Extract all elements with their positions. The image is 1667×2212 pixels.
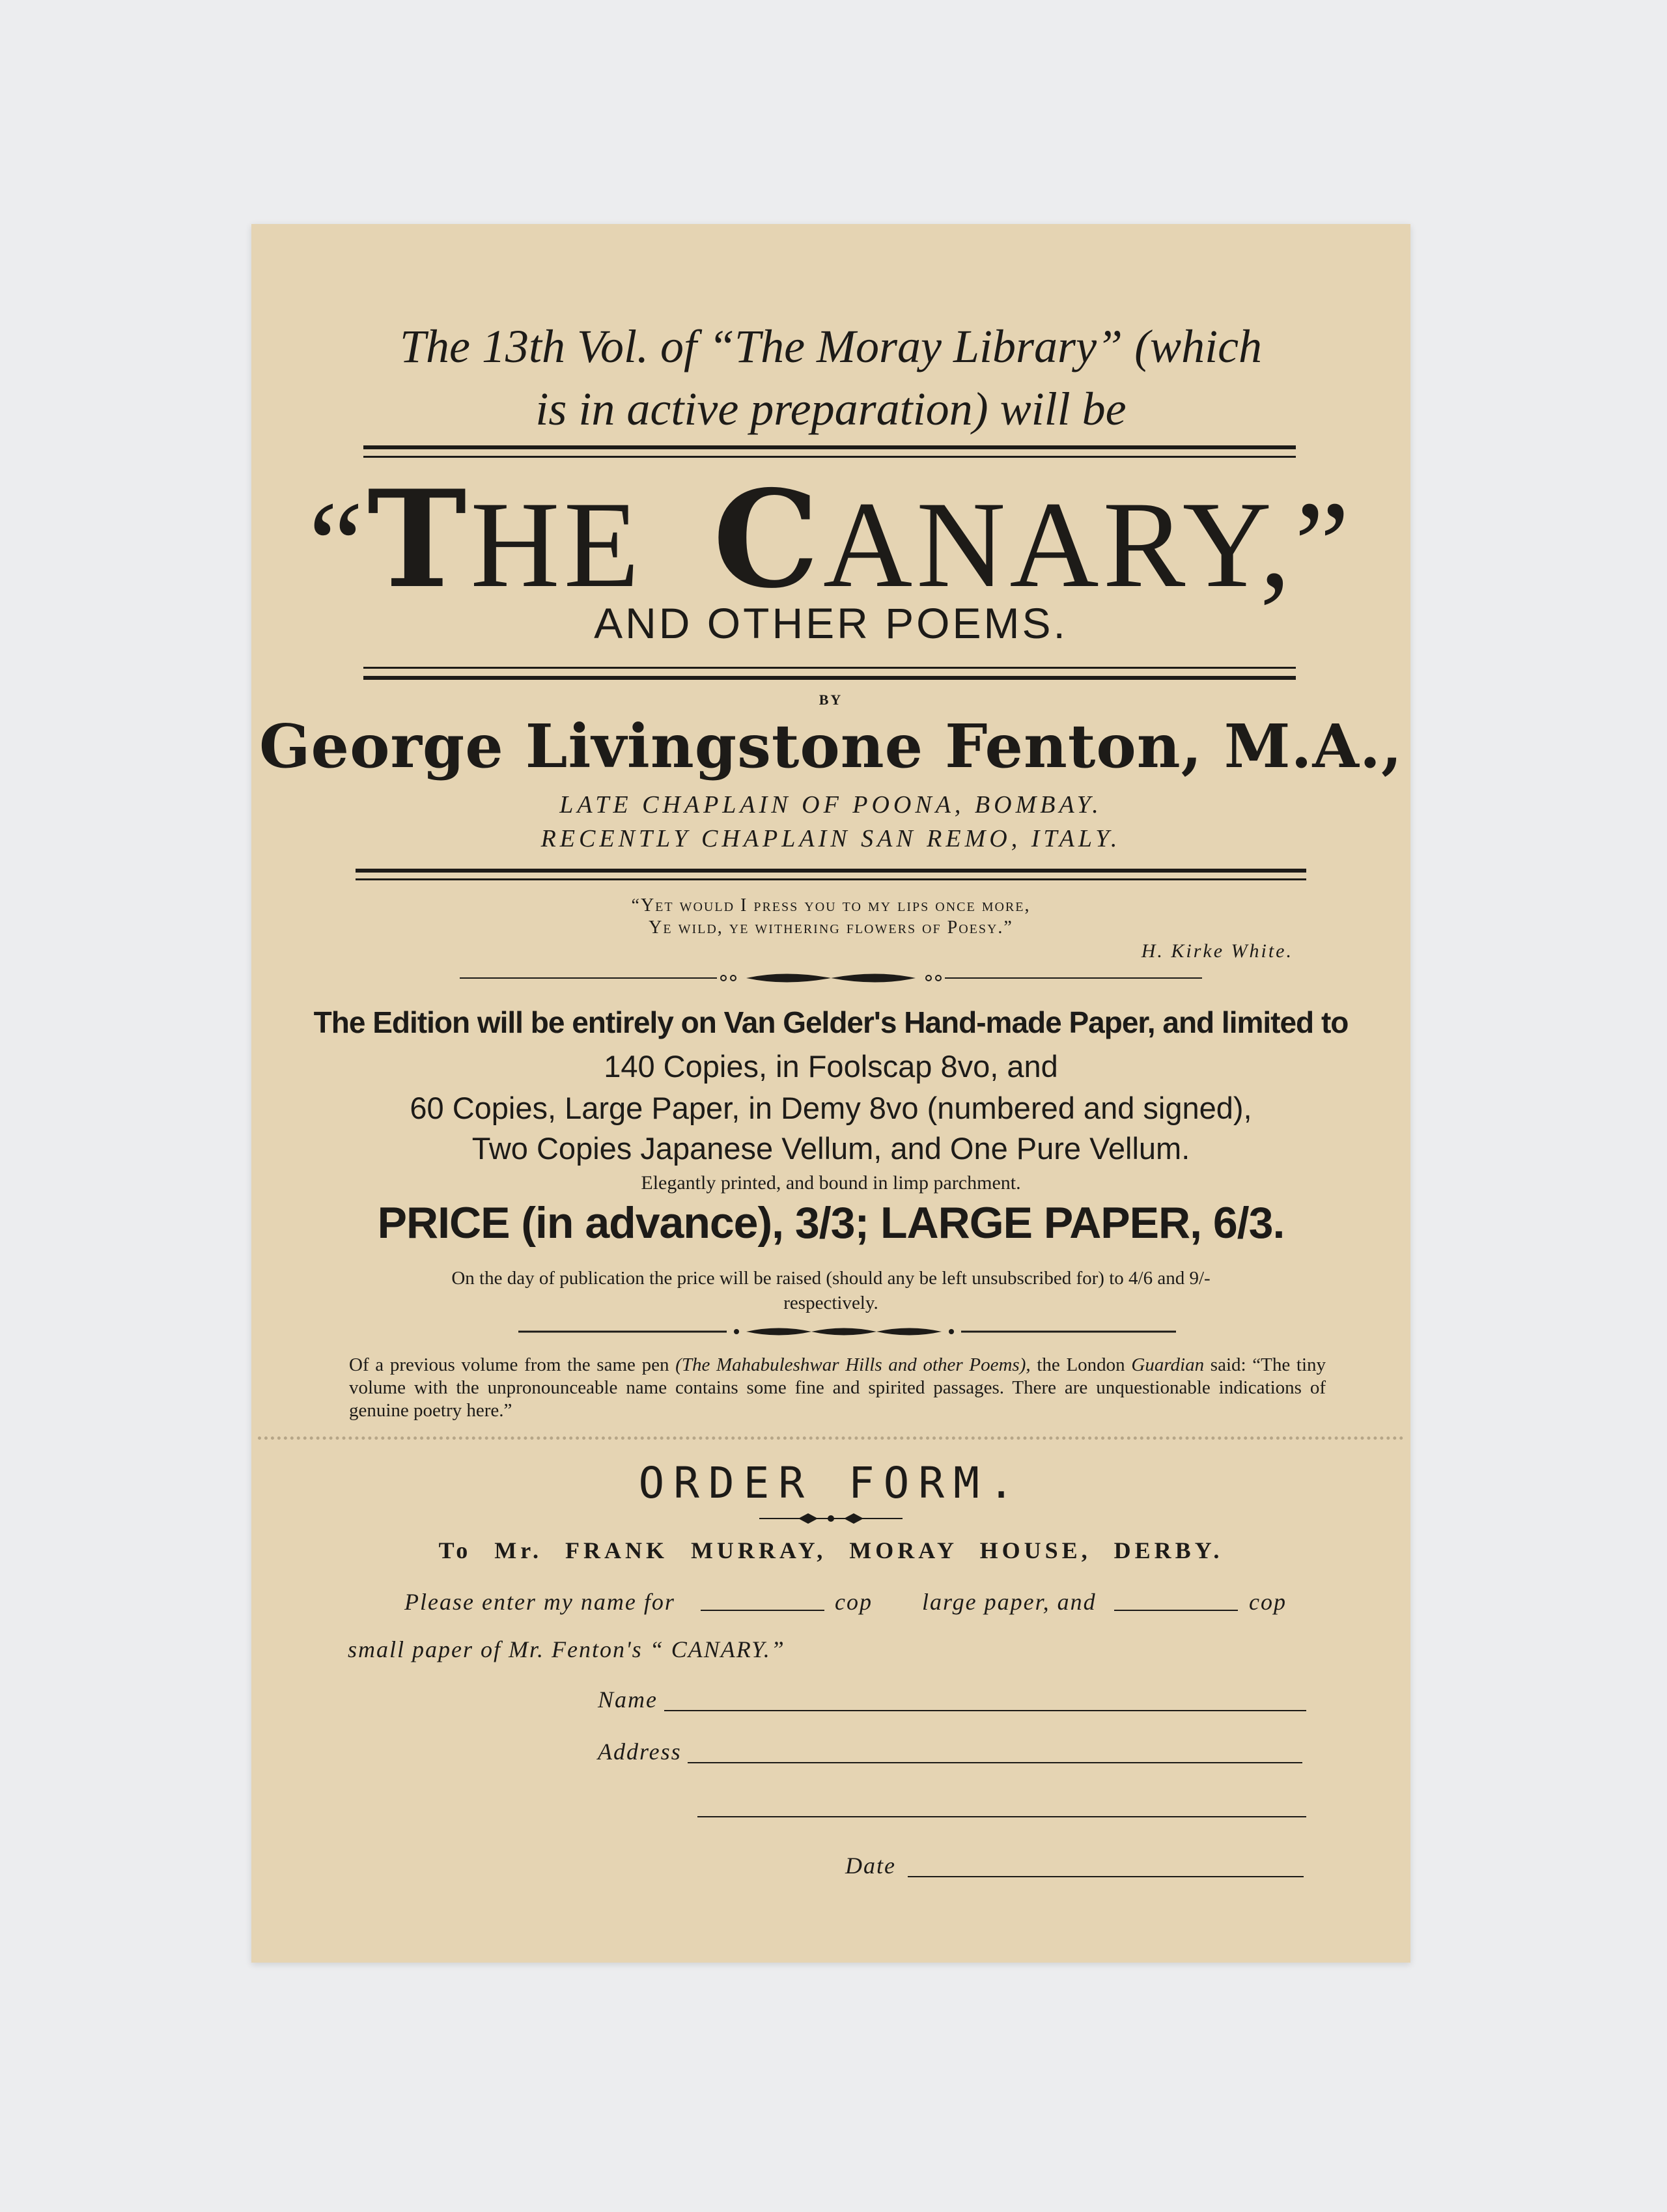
date-field[interactable]: [908, 1876, 1304, 1877]
intro-text: [329, 315, 1332, 440]
book-subtitle: AND OTHER POEMS.: [594, 599, 1068, 647]
book-title: [251, 462, 1410, 618]
price-raise-note-line-2: respectively.: [783, 1293, 878, 1313]
title-initial-t: T: [367, 462, 471, 618]
intro-line-2: is in active preparation) will be: [535, 383, 1127, 435]
rule-top-thick: [363, 445, 1296, 449]
form-small-paper-label: small paper of Mr. Fenton's “ CANARY.”: [348, 1636, 785, 1662]
author-name: George Livingstone Fenton, M.A.,: [259, 711, 1403, 781]
rule-author-thick: [356, 869, 1306, 873]
form-please-label: Please enter my name for: [404, 1589, 675, 1615]
ornamental-divider-3: [759, 1512, 903, 1525]
ornamental-divider-2: [518, 1324, 1176, 1339]
printed-note: Elegantly printed, and bound in limp parchment.: [641, 1172, 1021, 1194]
by-label: BY: [819, 692, 843, 708]
small-paper-copies-field[interactable]: [1114, 1610, 1238, 1611]
form-date-label: Date: [845, 1853, 896, 1879]
review-text: said: “The tiny volume with the unpronounceable name contains some fine and spirited passages. There are unquestionable indications of genuine poetry here.”: [349, 1354, 1326, 1421]
form-name-label: Name: [598, 1687, 658, 1713]
edition-line-1: The Edition will be entirely on Van Gelder's Hand-made Paper, and limited to: [313, 1005, 1349, 1039]
form-cop-label-2: cop: [1249, 1589, 1287, 1615]
title-anary: ANARY,”: [822, 477, 1354, 613]
intro-line-1: The 13th Vol. of “The Moray Library” (which: [399, 320, 1263, 372]
review-mid: the London: [1037, 1354, 1125, 1375]
order-form-title: ORDER FORM.: [638, 1458, 1024, 1508]
epigraph-line-2: Ye wild, ye withering flowers of Poesy.”: [649, 917, 1013, 938]
edition-line-2: 140 Copies, in Foolscap 8vo, and: [604, 1049, 1058, 1084]
review-prefix: Of a previous volume from the same pen: [349, 1354, 669, 1375]
review-paper-name: Guardian: [1131, 1354, 1205, 1375]
rule-author-thin: [356, 878, 1306, 880]
address-field-line-1[interactable]: [688, 1762, 1302, 1763]
to-address: To Mr. FRANK MURRAY, MORAY HOUSE, DERBY.: [438, 1537, 1224, 1563]
title-open-quote: “: [308, 477, 367, 613]
edition-line-4: Two Copies Japanese Vellum, and One Pure Vellum.: [471, 1131, 1190, 1166]
epigraph: [251, 895, 1410, 939]
price-line: PRICE (in advance), 3/3; LARGE PAPER, 6/3.: [377, 1198, 1285, 1248]
form-large-paper-label: large paper, and: [922, 1589, 1097, 1615]
edition-line-3: 60 Copies, Large Paper, in Demy 8vo (numbered and signed),: [410, 1091, 1252, 1125]
name-field[interactable]: [664, 1710, 1306, 1711]
form-address-label: Address: [598, 1739, 682, 1765]
title-initial-c: C: [712, 462, 823, 618]
review-work-title: (The Mahabuleshwar Hills and other Poems),: [675, 1354, 1031, 1375]
large-paper-copies-field[interactable]: [701, 1610, 824, 1611]
rule-top-thin: [363, 456, 1296, 458]
press-review: [349, 1354, 1326, 1422]
form-cop-label-1: cop: [835, 1589, 873, 1615]
price-raise-note: [329, 1266, 1332, 1315]
title-he: HE: [470, 477, 643, 613]
credential-san-remo: RECENTLY CHAPLAIN SAN REMO, ITALY.: [540, 825, 1121, 852]
rule-mid-thin: [363, 667, 1296, 669]
price-raise-note-line-1: On the day of publication the price will be raised (should any be left unsubscribed for) to 4/6 and 9/-: [451, 1268, 1211, 1289]
address-field-line-2[interactable]: [697, 1816, 1306, 1817]
perforation-line: [258, 1436, 1404, 1440]
epigraph-attribution: H. Kirke White.: [1141, 940, 1293, 962]
rule-mid-thick: [363, 676, 1296, 680]
credential-poona: LATE CHAPLAIN OF POONA, BOMBAY.: [559, 791, 1102, 819]
epigraph-line-1: “Yet would I press you to my lips once more,: [631, 895, 1031, 916]
ornamental-divider-1: [460, 970, 1202, 987]
order-flyer-sheet: [251, 224, 1410, 1963]
